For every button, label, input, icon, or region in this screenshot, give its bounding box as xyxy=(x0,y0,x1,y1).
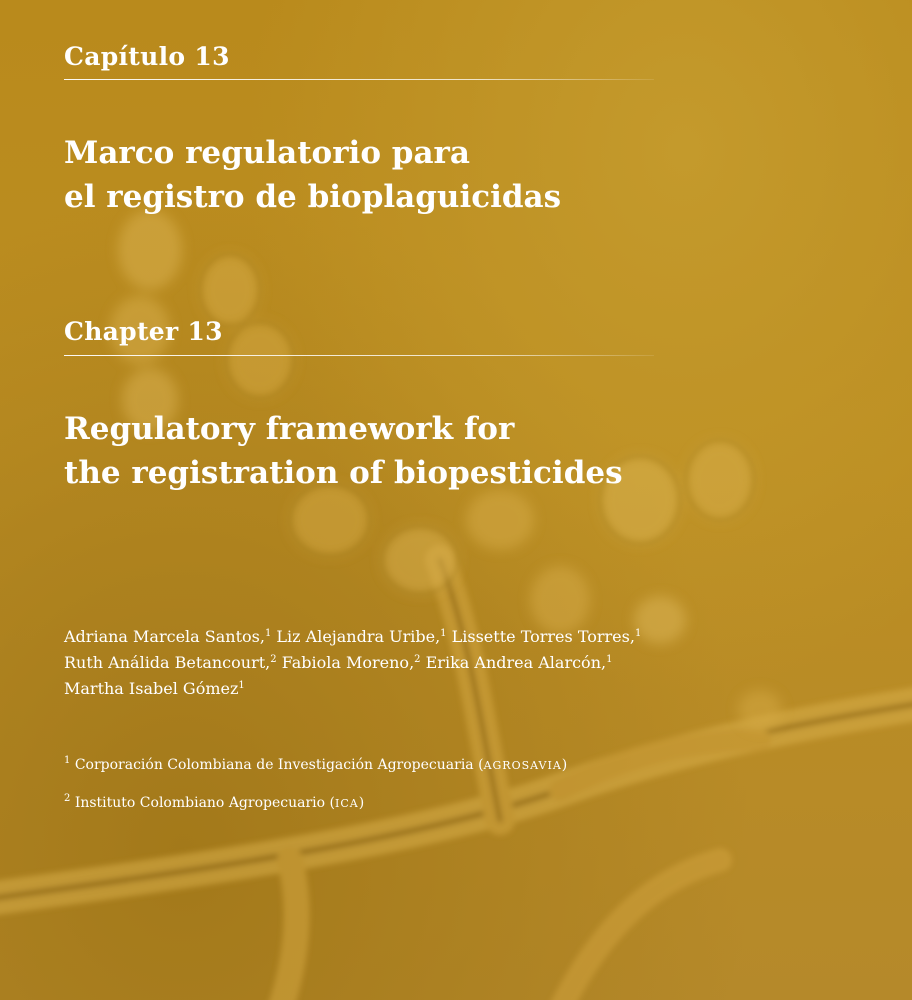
affiliation-acronym: AGROSAVIA xyxy=(483,759,562,772)
affiliation-acronym: ICA xyxy=(334,797,359,810)
author: Liz Alejandra Uribe,$^1$ xyxy=(276,627,447,646)
chapter-title-spanish-line1: Marco regulatorio para xyxy=(64,135,470,171)
author: Ruth Análida Betancourt,$^2$ xyxy=(64,653,277,672)
chapter-label-english: Chapter 13 xyxy=(64,317,223,346)
author: Erika Andrea Alarcón,$^1$ xyxy=(425,653,613,672)
author-list xyxy=(64,624,674,702)
author: Adriana Marcela Santos,$^1$ xyxy=(64,627,272,646)
chapter-title-english xyxy=(64,407,623,495)
chapter-title-english-line2: the registration of biopesticides xyxy=(64,455,623,491)
divider-rule-spanish xyxy=(64,79,654,80)
chapter-title-english-line1: Regulatory framework for xyxy=(64,411,515,447)
chapter-label-spanish: Capítulo 13 xyxy=(64,42,230,71)
chapter-title-spanish xyxy=(64,131,561,219)
affiliation-1: $^1$ Corporación Colombiana de Investigación Agropecuaria (AGROSAVIA) xyxy=(64,755,568,773)
chapter-title-spanish-line2: el registro de bioplaguicidas xyxy=(64,179,562,215)
author: Fabiola Moreno,$^2$ xyxy=(281,653,421,672)
author: Lissette Torres Torres,$^1$ xyxy=(451,627,642,646)
affiliation-2: $^2$ Instituto Colombiano Agropecuario (ICA) xyxy=(64,793,365,811)
divider-rule-english xyxy=(64,355,654,356)
author: Martha Isabel Gómez$^1$ xyxy=(64,679,245,698)
